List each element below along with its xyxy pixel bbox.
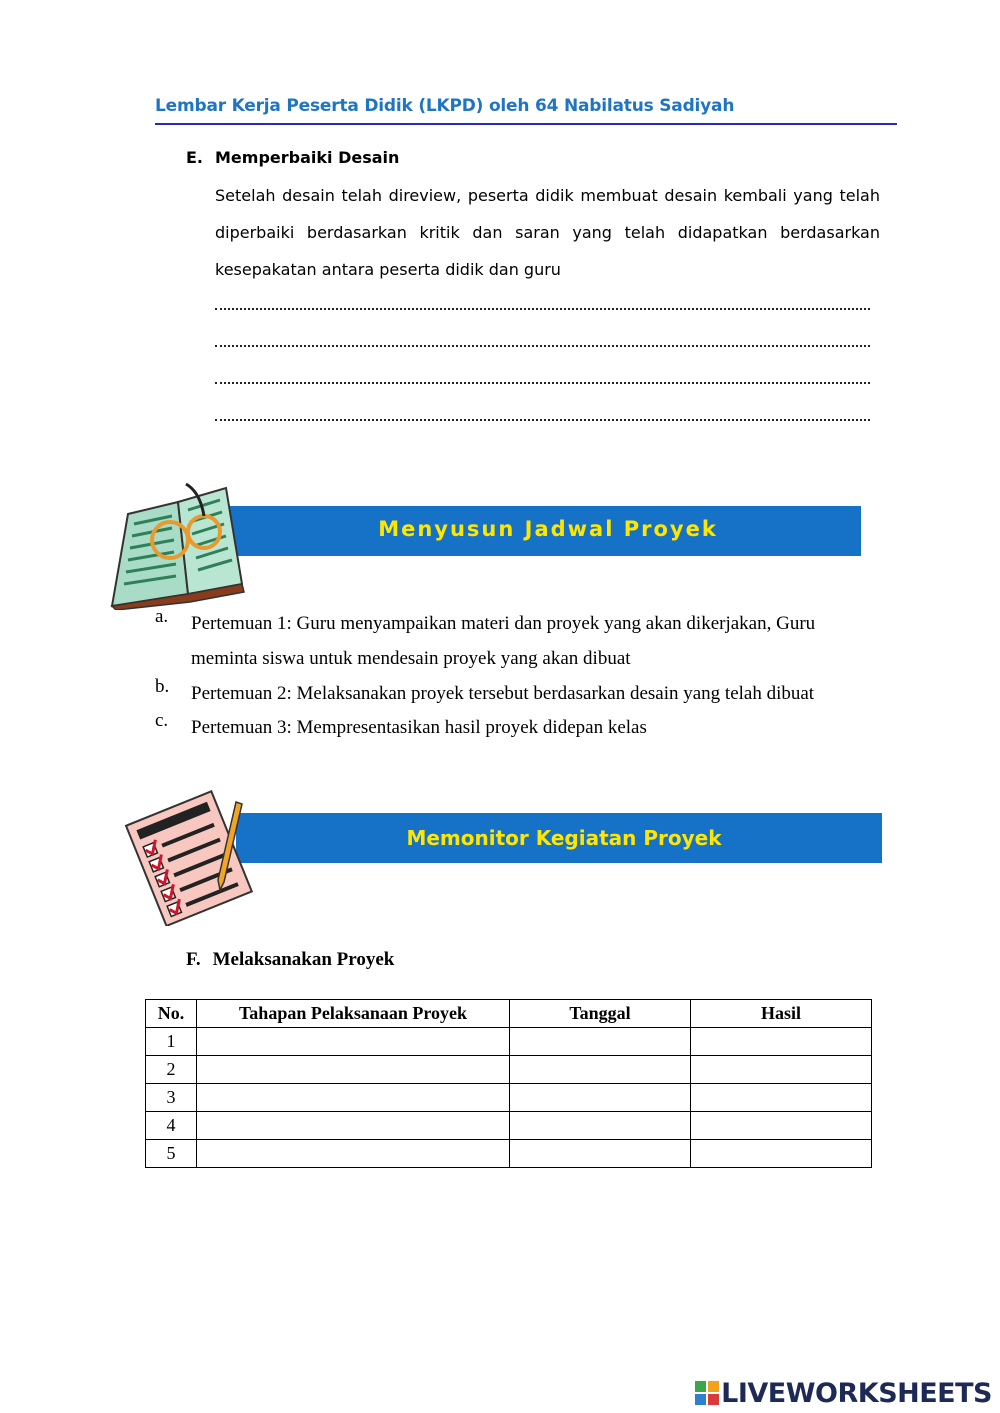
hasil-cell[interactable] (691, 1056, 872, 1084)
schedule-item-c (155, 710, 875, 745)
schedule-banner (195, 506, 861, 556)
tanggal-cell[interactable] (510, 1056, 691, 1084)
tanggal-cell[interactable] (510, 1084, 691, 1112)
col-header-hasil: Hasil (691, 1000, 872, 1028)
schedule-item-b-marker: b. (155, 676, 170, 697)
table-row (146, 1084, 872, 1112)
section-f-letter: F. (186, 949, 201, 970)
schedule-banner-title: Menyusun Jadwal Proyek (378, 517, 718, 541)
project-table (145, 999, 872, 1168)
monitor-banner (236, 813, 882, 863)
liveworksheets-mark-icon (695, 1381, 719, 1405)
answer-line-3[interactable] (215, 380, 870, 384)
col-header-tanggal: Tanggal (510, 1000, 691, 1028)
schedule-item-a (155, 606, 875, 676)
tahapan-cell[interactable] (197, 1056, 510, 1084)
row-number: 1 (146, 1028, 197, 1056)
row-number: 3 (146, 1084, 197, 1112)
schedule-item-c-marker: c. (155, 710, 169, 731)
answer-line-2[interactable] (215, 343, 870, 347)
hasil-cell[interactable] (691, 1084, 872, 1112)
table-row (146, 1112, 872, 1140)
tanggal-cell[interactable] (510, 1028, 691, 1056)
section-e-letter: E. (186, 148, 204, 167)
liveworksheets-logo[interactable] (695, 1378, 992, 1409)
schedule-item-a-text: Pertemuan 1: Guru menyampaikan materi dan proyek yang akan dikerjakan, Guru meminta siswa untuk mendesain proyek yang akan dibuat (191, 613, 816, 669)
hasil-cell[interactable] (691, 1028, 872, 1056)
tanggal-cell[interactable] (510, 1140, 691, 1168)
checklist-pencil-icon (120, 786, 260, 926)
col-header-no: No. (146, 1000, 197, 1028)
liveworksheets-logo-text: LIVEWORKSHEETS (721, 1378, 992, 1409)
schedule-item-a-marker: a. (155, 606, 169, 627)
tahapan-cell[interactable] (197, 1028, 510, 1056)
schedule-item-b-text: Pertemuan 2: Melaksanakan proyek tersebut berdasarkan desain yang telah dibuat (191, 683, 815, 704)
table-row (146, 1140, 872, 1168)
monitor-banner-title: Memonitor Kegiatan Proyek (406, 826, 722, 850)
row-number: 4 (146, 1112, 197, 1140)
book-glasses-icon (108, 474, 248, 610)
tahapan-cell[interactable] (197, 1112, 510, 1140)
row-number: 2 (146, 1056, 197, 1084)
header-divider (155, 123, 897, 125)
table-row (146, 1056, 872, 1084)
answer-line-1[interactable] (215, 306, 870, 310)
schedule-item-b (155, 676, 875, 711)
row-number: 5 (146, 1140, 197, 1168)
tahapan-cell[interactable] (197, 1084, 510, 1112)
section-f-title: Melaksanakan Proyek (212, 949, 395, 970)
answer-line-4[interactable] (215, 417, 870, 421)
tanggal-cell[interactable] (510, 1112, 691, 1140)
section-e-title: Memperbaiki Desain (215, 148, 400, 167)
table-header-row (146, 1000, 872, 1028)
table-row (146, 1028, 872, 1056)
section-e-paragraph: Setelah desain telah direview, peserta didik membuat desain kembali yang telah diperbaiki berdasarkan kritik dan saran yang telah didapatkan berdasarkan kesepakatan antara peserta didik dan guru (215, 186, 880, 279)
hasil-cell[interactable] (691, 1112, 872, 1140)
page-header-title: Lembar Kerja Peserta Didik (LKPD) oleh 64 Nabilatus Sadiyah (155, 96, 735, 116)
tahapan-cell[interactable] (197, 1140, 510, 1168)
hasil-cell[interactable] (691, 1140, 872, 1168)
schedule-item-c-text: Pertemuan 3: Mempresentasikan hasil proyek didepan kelas (191, 717, 647, 738)
col-header-tahapan: Tahapan Pelaksanaan Proyek (197, 1000, 510, 1028)
section-f-heading (186, 949, 394, 971)
